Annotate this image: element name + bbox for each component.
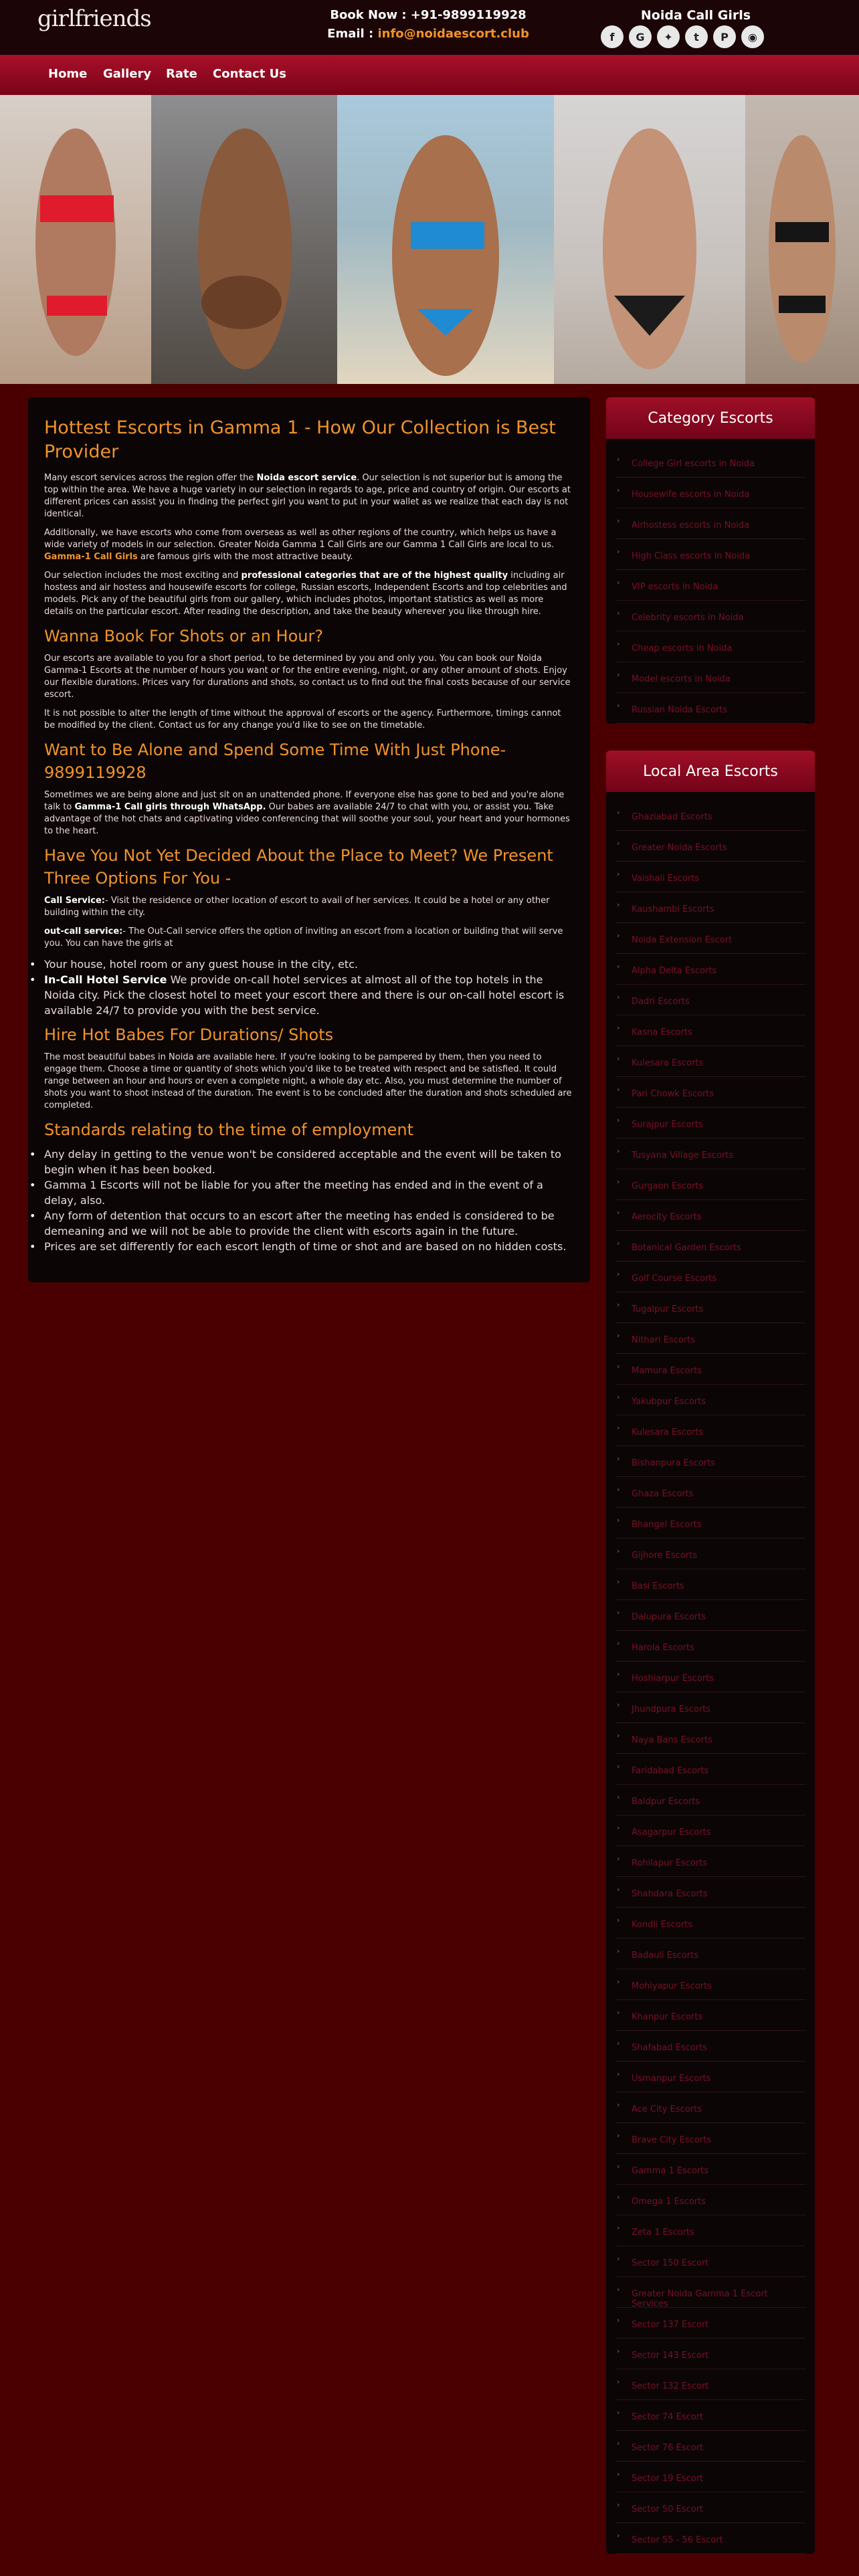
chevron-right-icon: › (617, 1700, 620, 1709)
chevron-right-icon: › (617, 547, 620, 556)
chevron-right-icon: › (617, 2408, 620, 2417)
category-item[interactable] (615, 508, 805, 539)
local-item[interactable] (615, 954, 805, 985)
chevron-right-icon: › (617, 2162, 620, 2171)
local-item-label: Naya Bans Escorts (632, 1735, 712, 1745)
chevron-right-icon: › (617, 839, 620, 848)
local-item-label: Sector 143 Escort (632, 2351, 709, 2361)
chevron-right-icon: › (617, 2470, 620, 2478)
local-item-label: Faridabad Escorts (632, 1766, 709, 1776)
pinterest-icon[interactable]: P (713, 25, 736, 48)
list-item: • In-Call Hotel Service We provide on-call hotel services at almost all of the top hotels in the Noida city. Pick the closest hotel to meet your escort there and there is our on-call hotel escort is available 24/7 to provide you with the best service. (44, 972, 574, 1018)
category-item-label: Celebrity escorts in Noida (632, 613, 744, 623)
paragraph: Many escort services across the region offer the Noida escort service. Our selection is not superior but is among the top within the area. We have a huge variety in our selection in regards to age, price and country of origin. Our escorts at different prices can assist you in finding the perfect girl you want to put in your wallet as we realize that each day is not identical. (44, 473, 571, 519)
chevron-right-icon: › (617, 578, 620, 587)
category-heading: Category Escorts (606, 397, 815, 439)
local-item-label: Mamura Escorts (632, 1366, 702, 1376)
local-item[interactable] (615, 2339, 805, 2369)
local-item[interactable] (615, 1169, 805, 1200)
local-item[interactable] (615, 1539, 805, 1569)
local-item[interactable] (615, 1323, 805, 1354)
chevron-right-icon: › (617, 1454, 620, 1463)
local-item[interactable] (615, 1631, 805, 1662)
local-item-label: Shafabad Escorts (632, 2043, 707, 2053)
chevron-right-icon: › (617, 1516, 620, 1524)
local-item[interactable] (615, 2277, 805, 2308)
local-item-label: Sector 19 Escort (632, 2474, 704, 2484)
chevron-right-icon: › (617, 1300, 620, 1309)
chevron-right-icon: › (617, 870, 620, 878)
chevron-right-icon: › (617, 639, 620, 648)
chevron-right-icon: › (617, 1393, 620, 1401)
category-item[interactable] (615, 447, 805, 478)
local-item-label: Kulesara Escorts (632, 1427, 704, 1438)
chevron-right-icon: › (617, 2254, 620, 2263)
local-item[interactable] (615, 1108, 805, 1138)
chevron-right-icon: › (617, 993, 620, 1001)
section-heading: Want to Be Alone and Spend Some Time With Just Phone-9899119928 (44, 740, 506, 782)
list-item: • Your house, hotel room or any guest house in the city, etc. (44, 957, 574, 972)
banner-image-2 (151, 95, 337, 384)
local-item-label: Sector 137 Escort (632, 2320, 709, 2330)
local-item[interactable] (615, 1600, 805, 1631)
category-item[interactable] (615, 478, 805, 508)
local-item-label: Zeta 1 Escorts (632, 2227, 694, 2238)
chevron-right-icon: › (617, 1177, 620, 1186)
page-title: Hottest Escorts in Gamma 1 - How Our Collection is Best Provider (44, 417, 556, 462)
local-item-label: Gurgaon Escorts (632, 1181, 704, 1191)
local-item-label: Sector 76 Escort (632, 2443, 704, 2453)
chevron-right-icon: › (617, 2193, 620, 2201)
local-item[interactable] (615, 2431, 805, 2462)
local-item[interactable] (615, 1231, 805, 1262)
category-item-label: College Girl escorts in Noida (632, 459, 755, 469)
local-item[interactable] (615, 1385, 805, 1415)
chevron-right-icon: › (617, 1208, 620, 1217)
local-item-label: Brave City Escorts (632, 2135, 711, 2145)
standards-list (44, 1147, 574, 1254)
local-item[interactable] (615, 1015, 805, 1046)
paragraph: Our selection includes the most exciting and professional categories that are of the highest quality including air hostess and air hostess and housewife escorts for college, Russian escorts, Independent Escorts and top celebrities and models. Pick any of the beautiful girls from our gallery, which includes photos, important statistics as well as more details on the particular escort. After reading the description, and take the beauty wherever you like through hire. (44, 571, 567, 617)
google-plus-icon[interactable]: G (629, 25, 652, 48)
chevron-right-icon: › (617, 2223, 620, 2232)
local-item[interactable] (615, 2062, 805, 2092)
local-item-label: Ace City Escorts (632, 2104, 702, 2114)
twitter-icon[interactable]: ✦ (657, 25, 680, 48)
local-item[interactable] (615, 2000, 805, 2031)
site-logo[interactable]: girlfriends (37, 5, 151, 32)
local-item[interactable] (615, 2246, 805, 2277)
nav-home[interactable]: Home (48, 67, 88, 81)
gamma1-link[interactable]: Gamma-1 Call Girls (44, 552, 138, 562)
chevron-right-icon: › (617, 1823, 620, 1832)
local-item-label: Dalupura Escorts (632, 1612, 706, 1622)
local-item[interactable] (615, 862, 805, 892)
local-item-label: Ghaza Escorts (632, 1489, 694, 1499)
brand-title: Noida Call Girls (640, 8, 751, 23)
book-now-phone[interactable]: Book Now : +91-9899119928 (330, 8, 527, 22)
section-heading: Hire Hot Babes For Durations/ Shots (44, 1025, 334, 1044)
local-item[interactable] (615, 2185, 805, 2215)
chevron-right-icon: › (617, 1731, 620, 1740)
local-item[interactable] (615, 923, 805, 954)
local-item[interactable] (615, 1262, 805, 1292)
local-item-label: Harola Escorts (632, 1643, 694, 1653)
local-item-label: Tusyana Village Escorts (632, 1151, 734, 1161)
banner-image-3 (337, 95, 554, 384)
list-item: • Any delay in getting to the venue won't be considered acceptable and the event will be taken to begin when it has been booked. (44, 1147, 574, 1177)
local-item-label: Gamma 1 Escorts (632, 2166, 709, 2176)
main-nav (0, 55, 859, 95)
chevron-right-icon: › (617, 1885, 620, 1894)
local-item-label: Kaushambi Escorts (632, 904, 714, 914)
category-item-label: Housewife escorts in Noida (632, 490, 750, 500)
chevron-right-icon: › (617, 1085, 620, 1094)
category-item-label: High Class escorts in Noida (632, 551, 751, 561)
chevron-right-icon: › (617, 1239, 620, 1248)
chevron-right-icon: › (617, 1977, 620, 1986)
local-item-label: Hoshiarpur Escorts (632, 1674, 714, 1684)
local-item-label: Basi Escorts (632, 1581, 684, 1591)
category-item[interactable] (615, 631, 805, 662)
chevron-right-icon: › (617, 1762, 620, 1771)
local-item-label: Greater Noida Gamma 1 Escort Services (632, 2289, 768, 2309)
chevron-right-icon: › (617, 2439, 620, 2448)
category-sidebar (606, 397, 815, 724)
chevron-right-icon: › (617, 1423, 620, 1432)
local-item-label: Khanpur Escorts (632, 2012, 703, 2022)
local-item[interactable] (615, 800, 805, 831)
chevron-right-icon: › (617, 2008, 620, 2017)
local-item[interactable] (615, 1877, 805, 1908)
category-item[interactable] (615, 539, 805, 570)
chevron-right-icon: › (617, 2100, 620, 2109)
local-item[interactable] (615, 2215, 805, 2246)
category-item-label: Model escorts in Noida (632, 674, 731, 684)
local-item-label: Mohiyapur Escorts (632, 1981, 712, 1991)
main-content-card (28, 397, 590, 1282)
list-item: • Gamma 1 Escorts will not be liable for you after the meeting has ended and in the event of a delay, also. (44, 1177, 574, 1208)
chevron-right-icon: › (617, 609, 620, 617)
chevron-right-icon: › (617, 1485, 620, 1494)
list-item: • Prices are set differently for each escort length of time or shot and are based on no hidden costs. (44, 1239, 574, 1254)
paragraph: Sometimes we are being alone and just sit on an unattended phone. If everyone else has gone to bed and you're alone talk to Gamma-1 Call girls through WhatsApp. Our babes are available 24/7 to chat with you, or assist you. Take advantage of the hot chats and captivating video conferencing that will soothe your soul, your heart and your hormones to the heart. (44, 790, 570, 836)
paragraph: Call Service:- Visit the residence or other location of escort to avail of her services. It could be a hotel or any other building within the city. (44, 896, 550, 918)
local-item-label: Usmanpur Escorts (632, 2074, 711, 2084)
local-item-label: Vaishali Escorts (632, 874, 700, 884)
chevron-right-icon: › (617, 931, 620, 940)
local-item-label: Sector 55 - 56 Escort (632, 2535, 723, 2545)
local-item[interactable] (615, 892, 805, 923)
local-item-label: Bhangel Escorts (632, 1520, 702, 1530)
local-item[interactable] (615, 1662, 805, 1692)
local-item[interactable] (615, 1477, 805, 1508)
chevron-right-icon: › (617, 486, 620, 494)
email-line (281, 27, 575, 41)
category-item[interactable] (615, 662, 805, 693)
section-heading: Wanna Book For Shots or an Hour? (44, 627, 324, 646)
local-item[interactable] (615, 1969, 805, 2000)
local-item[interactable] (615, 1785, 805, 1815)
local-item-label: Golf Course Escorts (632, 1274, 717, 1284)
chevron-right-icon: › (617, 1362, 620, 1371)
local-item-label: Surajpur Escorts (632, 1120, 703, 1130)
local-item[interactable] (615, 1754, 805, 1785)
chevron-right-icon: › (617, 1270, 620, 1278)
local-item-label: Ghaziabad Escorts (632, 812, 712, 822)
article (44, 416, 574, 1260)
chevron-right-icon: › (617, 2131, 620, 2140)
banner-image-5 (745, 95, 859, 384)
chevron-right-icon: › (617, 1916, 620, 1924)
local-item[interactable] (615, 2523, 805, 2554)
banner-image-1 (0, 95, 151, 384)
local-item-label: Sector 132 Escort (632, 2381, 709, 2391)
chevron-right-icon: › (617, 1116, 620, 1124)
chevron-right-icon: › (617, 900, 620, 909)
local-item[interactable] (615, 1077, 805, 1108)
local-item[interactable] (615, 1046, 805, 1077)
chevron-right-icon: › (617, 2377, 620, 2386)
location-list (44, 957, 574, 1018)
local-item-label: Kasna Escorts (632, 1027, 692, 1037)
local-item[interactable] (615, 2154, 805, 2185)
local-item-label: Sector 150 Escort (632, 2258, 709, 2268)
chevron-right-icon: › (617, 2500, 620, 2509)
local-item[interactable] (615, 2308, 805, 2339)
paragraph: The most beautiful babes in Noida are available here. If you're looking to be pampered by them, then you need to engage them. Choose a time or quantity of shots which you'd like to be treated with respect and be satisfied. It could range between an hour and hours or even a complete night, a whole day etc. Also, you must determine the number of shots you want to shoot instead of the duration. The event is to be concluded after the duration and shots scheduled are completed. (44, 1052, 572, 1110)
local-item[interactable] (615, 1908, 805, 1939)
chevron-right-icon: › (617, 1331, 620, 1340)
local-item-label: Kulesara Escorts (632, 1058, 704, 1068)
category-item-label: Airhostess escorts in Noida (632, 520, 750, 530)
local-item[interactable] (615, 1846, 805, 1877)
local-item[interactable] (615, 2462, 805, 2492)
chevron-right-icon: › (617, 2347, 620, 2355)
section-heading: Have You Not Yet Decided About the Place to Meet? We Present Three Options For You - (44, 846, 553, 888)
local-area-heading: Local Area Escorts (606, 751, 815, 792)
local-item-label: Baldpur Escorts (632, 1797, 700, 1807)
chevron-right-icon: › (617, 455, 620, 464)
chevron-right-icon: › (617, 1793, 620, 1801)
paragraph: It is not possible to alter the length of time without the approval of escorts or the agency. Furthermore, timings cannot be modified by the client. Contact us for any change you'd like to see on the timetable. (44, 708, 561, 730)
chevron-right-icon: › (617, 516, 620, 525)
hero-banner (0, 95, 859, 384)
chevron-right-icon: › (617, 1023, 620, 1032)
category-item-label: Cheap escorts in Noida (632, 643, 733, 654)
local-item[interactable] (615, 1200, 805, 1231)
local-item-label: Gijhore Escorts (632, 1551, 697, 1561)
banner-image-4 (554, 95, 745, 384)
chevron-right-icon: › (617, 2316, 620, 2324)
email-label: Email : (327, 27, 374, 41)
paragraph: Additionally, we have escorts who come from overseas as well as other regions of the country, which helps us have a wide variety of models in our selection. Greater Noida Gamma 1 Call Girls are our Gamma 1 Call Girls are local to us. Gamma-1 Call Girls are famous girls with the most attractive beauty. (44, 528, 557, 562)
nav-rate[interactable]: Rate (166, 67, 197, 81)
local-item-label: Tugalpur Escorts (632, 1304, 704, 1314)
stumbleupon-icon[interactable]: ◉ (741, 25, 764, 48)
category-item[interactable] (615, 693, 805, 724)
local-item[interactable] (615, 831, 805, 862)
chevron-right-icon: › (617, 701, 620, 710)
local-item-label: Nithari Escorts (632, 1335, 696, 1345)
tumblr-icon[interactable]: t (685, 25, 708, 48)
local-item-label: Omega 1 Escorts (632, 2197, 706, 2207)
section-heading: Standards relating to the time of employment (44, 1120, 413, 1139)
chevron-right-icon: › (617, 808, 620, 817)
local-item-label: Aerocity Escorts (632, 1212, 702, 1222)
chevron-right-icon: › (617, 1608, 620, 1617)
category-item[interactable] (615, 601, 805, 631)
local-area-list (606, 792, 815, 2554)
local-item[interactable] (615, 985, 805, 1015)
chevron-right-icon: › (617, 1547, 620, 1555)
local-item[interactable] (615, 2492, 805, 2523)
local-item[interactable] (615, 2123, 805, 2154)
chevron-right-icon: › (617, 2285, 620, 2294)
local-item[interactable] (615, 1569, 805, 1600)
local-item-label: Alpha Delta Escorts (632, 966, 717, 976)
local-item[interactable] (615, 2400, 805, 2431)
local-item[interactable] (615, 1723, 805, 1754)
chevron-right-icon: › (617, 1054, 620, 1063)
local-item[interactable] (615, 2031, 805, 2062)
category-list (606, 439, 815, 724)
chevron-right-icon: › (617, 670, 620, 679)
local-item-label: Greater Noida Escorts (632, 843, 727, 853)
local-item-label: Dadri Escorts (632, 997, 690, 1007)
local-item-label: Rohilapur Escorts (632, 1858, 708, 1868)
local-item[interactable] (615, 1354, 805, 1385)
local-item-label: Yakubpur Escorts (632, 1397, 706, 1407)
local-item[interactable] (615, 1939, 805, 1969)
chevron-right-icon: › (617, 2531, 620, 2540)
chevron-right-icon: › (617, 1577, 620, 1586)
list-item: • Any form of detention that occurs to an escort after the meeting has ended is considered to be demeaning and we will not be able to provide the client with escorts again in the future. (44, 1208, 574, 1239)
local-item[interactable] (615, 1415, 805, 1446)
local-item-label: Shahdara Escorts (632, 1889, 708, 1899)
local-item-label: Pari Chowk Escorts (632, 1089, 714, 1099)
chevron-right-icon: › (617, 1854, 620, 1863)
local-item[interactable] (615, 1508, 805, 1539)
social-icons (601, 25, 764, 48)
local-item-label: Badauli Escorts (632, 1951, 699, 1961)
local-item-label: Sector 74 Escort (632, 2412, 704, 2422)
nav-contact-us[interactable]: Contact Us (213, 67, 287, 81)
nav-gallery[interactable]: Gallery (103, 67, 152, 81)
email-link[interactable]: info@noidaescort.club (377, 27, 529, 41)
chevron-right-icon: › (617, 1670, 620, 1678)
chevron-right-icon: › (617, 1947, 620, 1955)
local-item-label: Asagarpur Escorts (632, 1827, 711, 1838)
chevron-right-icon: › (617, 2039, 620, 2048)
category-item-label: Russian Noida Escorts (632, 705, 728, 715)
top-header (0, 0, 859, 55)
local-item-label: Jhundpura Escorts (632, 1704, 711, 1714)
local-item[interactable] (615, 1138, 805, 1169)
local-item[interactable] (615, 1692, 805, 1723)
local-item-label: Botanical Garden Escorts (632, 1243, 741, 1253)
local-item[interactable] (615, 1292, 805, 1323)
local-item[interactable] (615, 1815, 805, 1846)
chevron-right-icon: › (617, 1639, 620, 1648)
facebook-icon[interactable]: f (601, 25, 624, 48)
local-item[interactable] (615, 2369, 805, 2400)
chevron-right-icon: › (617, 2070, 620, 2078)
local-item[interactable] (615, 2092, 805, 2123)
local-item-label: Bishanpura Escorts (632, 1458, 715, 1468)
paragraph: Our escorts are available to you for a short period, to be determined by you and only you. You can book our Noida Gamma-1 Escorts at the number of hours you want or for the entire evening, night, or any other amount of shots. Enjoy our flexible durations. Prices vary for durations and shots, so contact us to find out the final costs because of our service escort. (44, 654, 571, 700)
category-item-label: VIP escorts in Noida (632, 582, 719, 592)
local-item-label: Noida Extension Escort (632, 935, 733, 945)
paragraph: out-call service:- The Out-Call service offers the option of inviting an escort from a location or building that will serve you. You can have the girls at (44, 926, 563, 949)
local-item-label: Kondli Escorts (632, 1920, 692, 1930)
chevron-right-icon: › (617, 962, 620, 971)
local-area-sidebar (606, 751, 815, 2554)
local-item[interactable] (615, 1446, 805, 1477)
chevron-right-icon: › (617, 1147, 620, 1155)
local-item-label: Sector 50 Escort (632, 2504, 704, 2514)
category-item[interactable] (615, 570, 805, 601)
